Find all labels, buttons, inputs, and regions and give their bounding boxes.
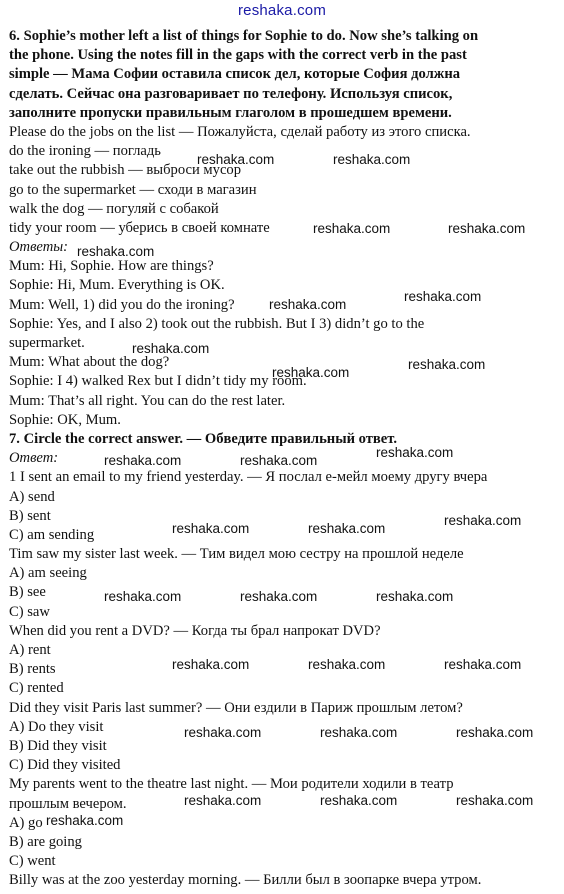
text-line: Sophie: Hi, Mum. Everything is OK. xyxy=(9,277,225,294)
text-line: Sophie: I 4) walked Rex but I didn’t tidy my room. xyxy=(9,373,307,390)
text-line: A) send xyxy=(9,488,55,505)
text-line: Mum: Hi, Sophie. How are things? xyxy=(9,258,214,275)
watermark: reshaka.com xyxy=(320,725,398,740)
text-line: My parents went to the theatre last night. — Мои родители ходили в театр xyxy=(9,776,454,793)
header-watermark: reshaka.com xyxy=(237,2,327,19)
text-line: simple — Мама Софии оставила список дел, которые София должна xyxy=(9,66,461,83)
text-line: A) Do they visit xyxy=(9,718,104,735)
text-line: B) Did they visit xyxy=(9,737,107,754)
text-line: do the ironing — погладь xyxy=(9,143,161,160)
text-line: 7. Circle the correct answer. — Обведите правильный ответ. xyxy=(9,430,398,447)
watermark: reshaka.com xyxy=(333,152,411,167)
watermark: reshaka.com xyxy=(104,453,182,468)
text-line: Ответы: xyxy=(9,239,68,256)
text-line: tidy your room — уберись в своей комнате xyxy=(9,219,270,236)
watermark: reshaka.com xyxy=(376,445,454,460)
text-line: go to the supermarket — сходи в магазин xyxy=(9,181,257,198)
watermark: reshaka.com xyxy=(104,589,182,604)
watermark: reshaka.com xyxy=(308,657,386,672)
text-line: Mum: What about the dog? xyxy=(9,354,170,371)
watermark: reshaka.com xyxy=(172,521,250,536)
text-line: A) go xyxy=(9,814,43,831)
text-line: the phone. Using the notes fill in the gaps with the correct verb in the past xyxy=(9,47,467,64)
text-line: take out the rubbish — выброси мусор xyxy=(9,162,242,179)
text-line: Mum: Well, 1) did you do the ironing? xyxy=(9,296,235,313)
text-line: Ответ: xyxy=(9,450,59,467)
watermark: reshaka.com xyxy=(456,793,534,808)
text-line: Sophie: OK, Mum. xyxy=(9,411,121,428)
watermark: reshaka.com xyxy=(46,813,124,828)
text-line: C) Did they visited xyxy=(9,757,121,774)
text-line: Mum: That’s all right. You can do the rest later. xyxy=(9,392,286,409)
text-line: C) rented xyxy=(9,680,64,697)
watermark: reshaka.com xyxy=(240,589,318,604)
watermark: reshaka.com xyxy=(184,725,262,740)
text-line: Sophie: Yes, and I also 2) took out the rubbish. But I 3) didn’t go to the xyxy=(9,315,425,332)
watermark: reshaka.com xyxy=(376,589,454,604)
text-line: сделать. Сейчас она разговаривает по телефону. Используя список, xyxy=(9,85,453,102)
text-line: A) rent xyxy=(9,642,51,658)
watermark: reshaka.com xyxy=(456,725,534,740)
watermark: reshaka.com xyxy=(444,513,522,528)
text-line: When did you rent a DVD? — Когда ты брал напрокат DVD? xyxy=(9,622,381,639)
text-line: прошлым вечером. xyxy=(9,795,127,812)
watermark: reshaka.com xyxy=(132,341,210,356)
watermark: reshaka.com xyxy=(308,521,386,536)
text-line: Billy was at the zoo yesterday morning. — Билли был в зоопарке вчера утром. xyxy=(9,872,482,889)
watermark: reshaka.com xyxy=(272,365,350,380)
text-line: C) am sending xyxy=(9,526,95,543)
text-line: B) sent xyxy=(9,507,51,524)
text-line: A) am seeing xyxy=(9,565,87,582)
text-line: Tim saw my sister last week. — Тим видел мою сестру на прошлой неделе xyxy=(9,546,464,563)
text-line: B) rents xyxy=(9,661,56,678)
text-line: 6. Sophie’s mother left a list of things for Sophie to do. Now she’s talking on xyxy=(9,28,479,44)
text-line: Did they visit Paris last summer? — Они ездили в Париж прошлым летом? xyxy=(9,699,463,716)
watermark: reshaka.com xyxy=(269,297,347,312)
text-line: B) are going xyxy=(9,833,82,850)
watermark: reshaka.com xyxy=(444,657,522,672)
text-line: walk the dog — погуляй с собакой xyxy=(9,200,219,217)
watermark: reshaka.com xyxy=(197,152,275,167)
watermark: reshaka.com xyxy=(320,793,398,808)
watermark: reshaka.com xyxy=(240,453,318,468)
watermark: reshaka.com xyxy=(448,221,526,236)
text-line: B) see xyxy=(9,584,46,601)
text-line: 1 I sent an email to my friend yesterday. — Я послал е-мейл моему другу вчера xyxy=(9,469,488,486)
text-line: supermarket. xyxy=(9,335,85,351)
watermark: reshaka.com xyxy=(172,657,250,672)
text-line: Please do the jobs on the list — Пожалуйста, сделай работу из этого списка. xyxy=(9,123,471,140)
watermark: reshaka.com xyxy=(408,357,486,372)
watermark: reshaka.com xyxy=(404,289,482,304)
watermark: reshaka.com xyxy=(313,221,391,236)
text-line: C) saw xyxy=(9,603,50,620)
watermark: reshaka.com xyxy=(184,793,262,808)
text-line: заполните пропуски правильным глаголом в прошедшем времени. xyxy=(9,104,452,121)
text-line: C) went xyxy=(9,853,56,870)
watermark: reshaka.com xyxy=(77,244,155,259)
